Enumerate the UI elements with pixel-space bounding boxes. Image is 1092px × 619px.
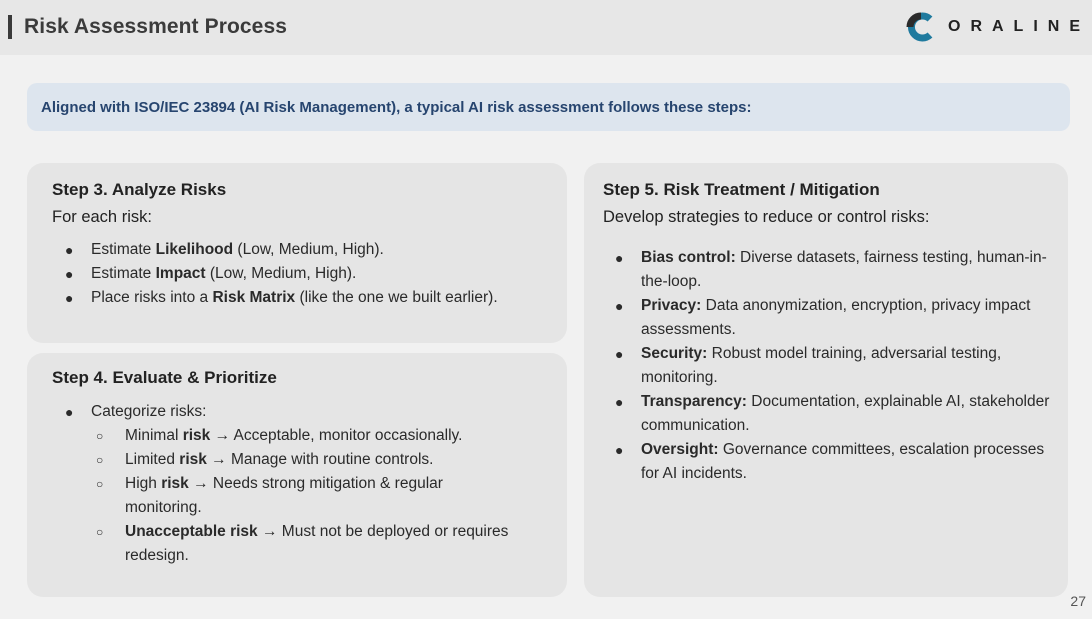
banner-text: Aligned with ISO/IEC 23894 (AI Risk Management), a typical AI risk assessment follows these steps:: [41, 98, 752, 116]
slide-header: [0, 0, 1092, 55]
page-title: Risk Assessment Process: [24, 15, 288, 38]
intro-banner: [27, 83, 1070, 131]
step3-intro: For each risk:: [52, 208, 152, 226]
list-item: ● Bias control: Diverse datasets, fairness testing, human-in-the-loop.: [615, 249, 1047, 290]
step3-list: [65, 238, 511, 310]
sub-list-item: ○ High risk → Needs strong mitigation & regular monitoring.: [96, 475, 443, 516]
step3-card: [27, 163, 567, 343]
step3-heading: Step 3. Analyze Risks: [52, 180, 227, 199]
list-item: ● Place risks into a Risk Matrix (like the one we built earlier).: [65, 289, 498, 306]
step5-list: [615, 246, 1051, 486]
sub-list-item: ○ Unacceptable risk → Must not be deployed or requires redesign.: [96, 523, 509, 564]
list-item: ● Categorize risks: ○ Minimal risk → Acceptable, monitor occasionally. ○ Limited risk → Manage with routine controls. ○ High risk → Needs strong mitigation & regular monitoring. ○ Unacceptable risk → Must not be deployed or requires redesign.: [91, 400, 511, 424]
title-accent-bar: [8, 15, 12, 39]
sub-list-item: ○ Limited risk → Manage with routine controls.: [96, 451, 434, 468]
list-item: ● Estimate Likelihood (Low, Medium, High).: [65, 241, 384, 258]
list-item: ● Oversight: Governance committees, escalation processes for AI incidents.: [615, 441, 1045, 482]
sub-list-item: ○ Minimal risk → Acceptable, monitor occasionally.: [96, 427, 463, 444]
step5-intro: Develop strategies to reduce or control risks:: [603, 208, 930, 226]
list-item: ● Privacy: Data anonymization, encryption, privacy impact assessments.: [615, 297, 1031, 338]
list-item: ● Security: Robust model training, adversarial testing, monitoring.: [615, 345, 1002, 386]
step4-heading: Step 4. Evaluate & Prioritize: [52, 368, 277, 387]
logo-text: ORALINE: [948, 18, 1090, 35]
coraline-c-logo-icon: [906, 12, 936, 42]
page-number: 27: [1070, 593, 1086, 609]
step5-heading: Step 5. Risk Treatment / Mitigation: [603, 180, 880, 199]
list-item: ● Transparency: Documentation, explainable AI, stakeholder communication.: [615, 393, 1050, 434]
list-item: ● Estimate Impact (Low, Medium, High).: [65, 265, 357, 282]
brand-logo: [906, 10, 1090, 44]
step5-card: [584, 163, 1068, 597]
risk-category-list: [91, 424, 511, 568]
step4-list: [65, 400, 511, 564]
step4-card: [27, 353, 567, 597]
